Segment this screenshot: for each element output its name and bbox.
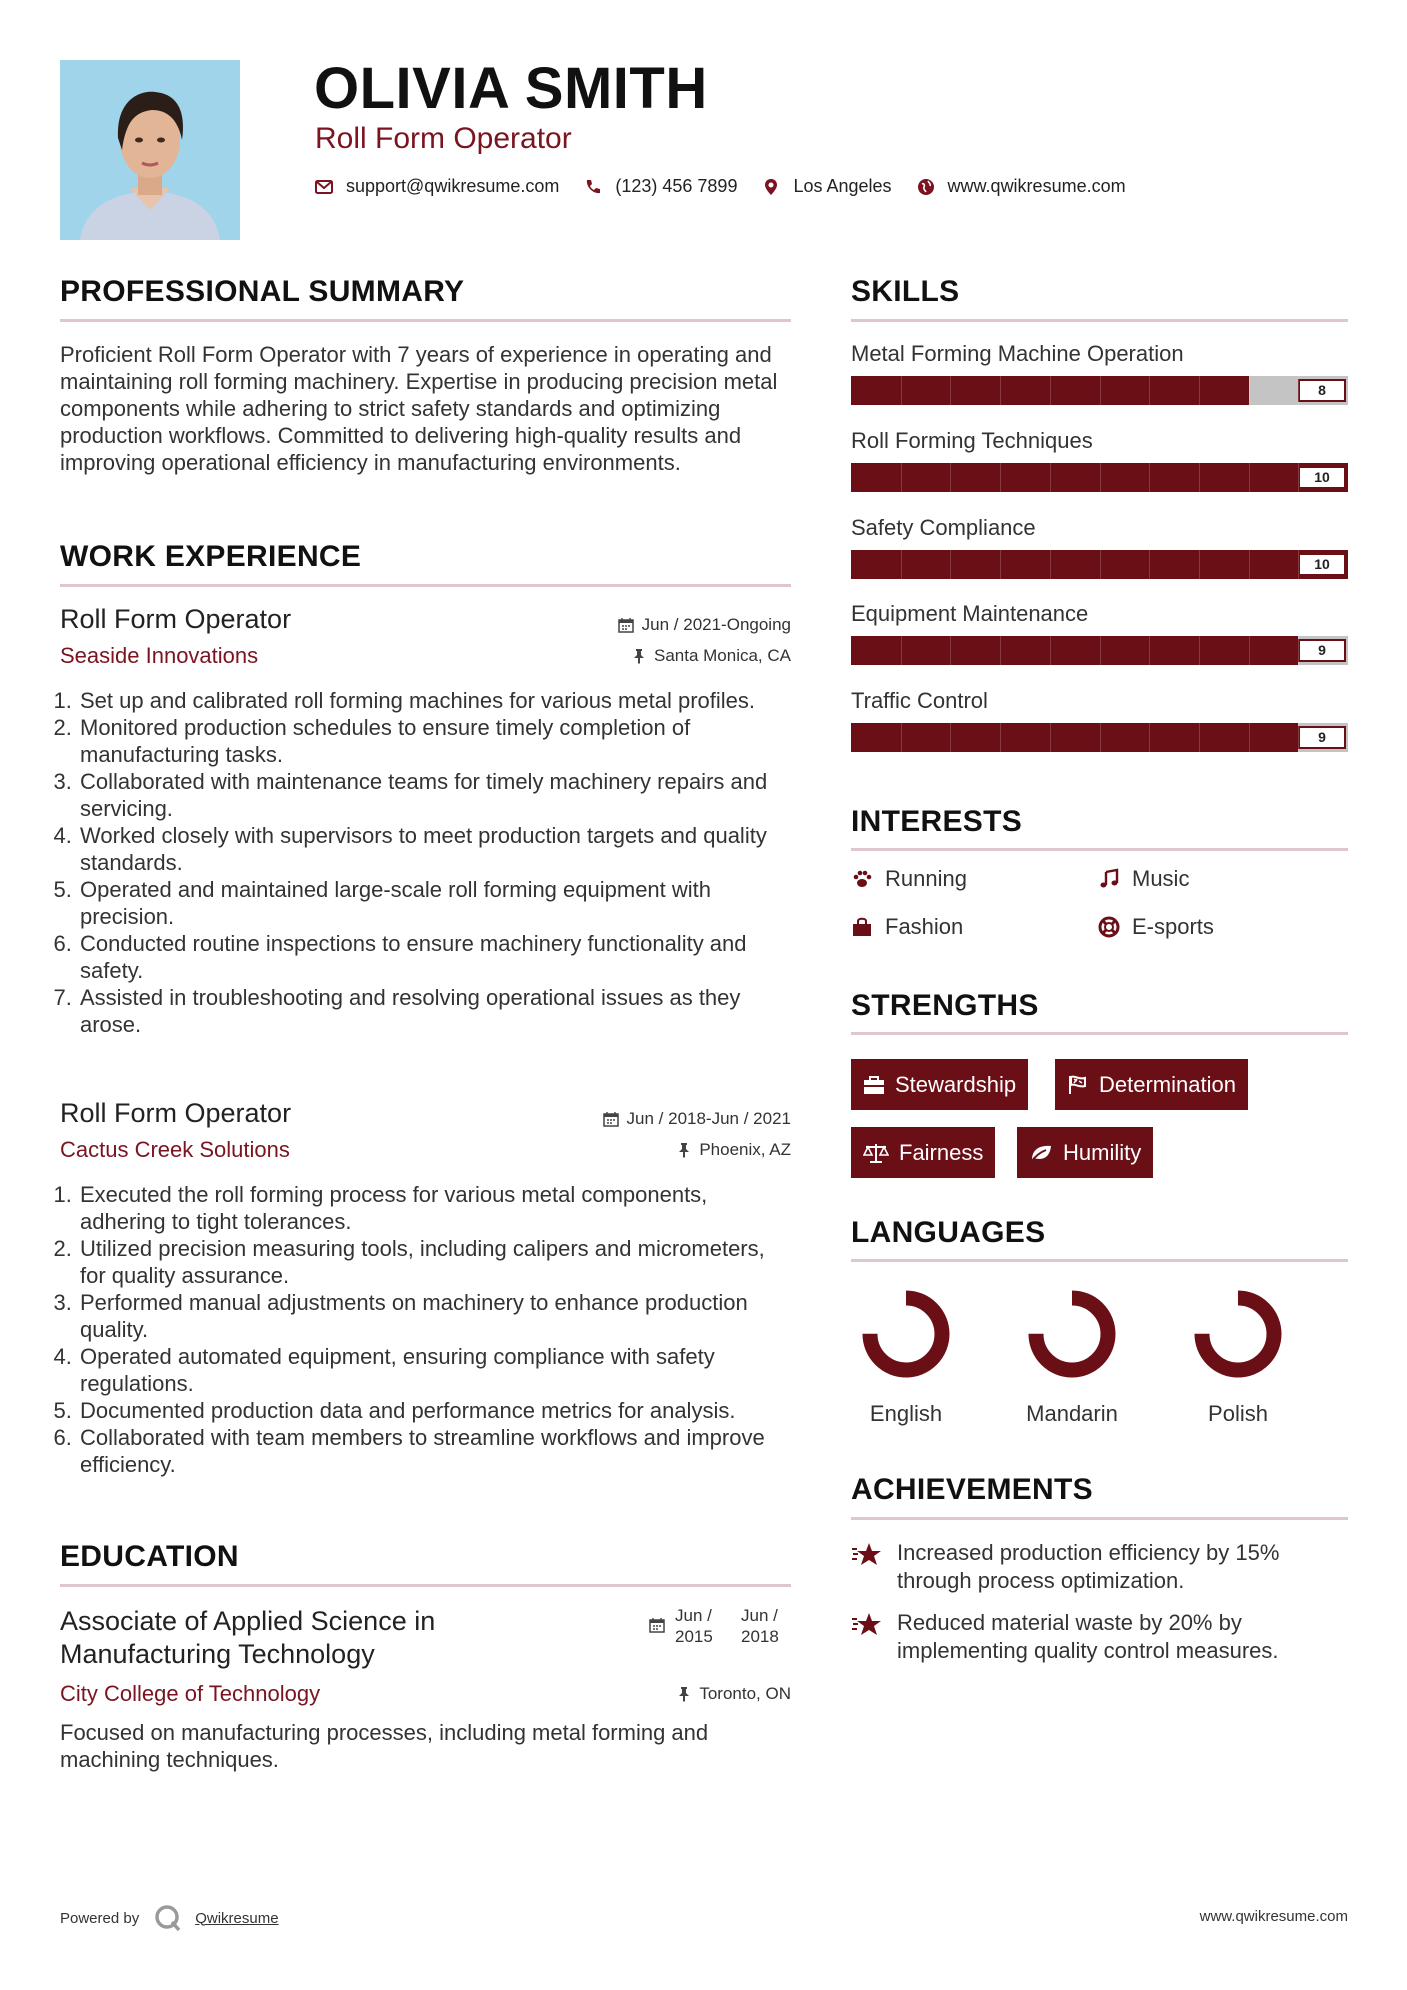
- skill-level: 10: [1298, 553, 1346, 576]
- achievement-text: Increased production efficiency by 15% through process optimization.: [897, 1540, 1280, 1593]
- education-description: Focused on manufacturing processes, including metal forming and machining techniques.: [60, 1720, 709, 1772]
- list-item: 1. Set up and calibrated roll forming machines for various metal profiles.: [78, 687, 791, 714]
- scale-icon: [863, 1142, 889, 1164]
- lifebuoy-icon: [1098, 916, 1120, 938]
- skill-bar: [851, 636, 1348, 665]
- skill-bar-tick: [901, 550, 902, 579]
- language-progress-arc: [870, 1298, 942, 1370]
- skill-bar-tick: [1298, 463, 1299, 492]
- candidate-title: Roll Form Operator: [315, 122, 572, 155]
- skill-name: Roll Forming Techniques: [851, 428, 1093, 453]
- skill-bar-tick: [901, 636, 902, 665]
- calendar-icon: [649, 1617, 665, 1633]
- skill-bar-fill: [851, 636, 1298, 665]
- summary-divider: [60, 319, 791, 322]
- skill-bar-tick: [1298, 636, 1299, 665]
- list-item: 3. Collaborated with maintenance teams for timely machinery repairs and servicing.: [78, 768, 791, 822]
- skill-bar-tick: [1199, 636, 1200, 665]
- skills-divider: [851, 319, 1348, 322]
- list-item: 2. Monitored production schedules to ensure timely completion of manufacturing tasks.: [78, 714, 791, 768]
- experience-heading: WORK EXPERIENCE: [60, 540, 362, 573]
- leaf-icon: [1029, 1143, 1053, 1163]
- calendar-icon: [603, 1111, 619, 1127]
- language-name: English: [869, 1401, 943, 1426]
- interest-item: [1098, 914, 1214, 940]
- strength-label: Humility: [1063, 1139, 1142, 1165]
- skill-bar-tick: [1050, 376, 1051, 405]
- skill-bar-tick: [1249, 550, 1250, 579]
- achievement-text: Reduced material waste by 20% by implementing quality control measures.: [897, 1610, 1279, 1663]
- interest-label: Fashion: [885, 914, 964, 939]
- skill-item: [851, 515, 1348, 601]
- strengths-heading: STRENGTHS: [851, 989, 1039, 1022]
- duties-list: [60, 1181, 791, 1478]
- languages-list: [851, 1286, 1348, 1427]
- contact-website[interactable]: www.qwikresume.com: [947, 176, 1126, 196]
- skill-bar-tick: [1149, 463, 1150, 492]
- languages-heading: LANGUAGES: [851, 1216, 1046, 1249]
- star-award-icon: [851, 1611, 883, 1639]
- skill-bar-tick: [1298, 376, 1299, 405]
- achievements-heading: ACHIEVEMENTS: [851, 1473, 1093, 1506]
- footer-website[interactable]: www.qwikresume.com: [1199, 1908, 1348, 1925]
- achievements-divider: [851, 1517, 1348, 1520]
- education-heading: EDUCATION: [60, 1540, 239, 1573]
- interests-heading: INTERESTS: [851, 805, 1023, 838]
- job-location-text: Phoenix, AZ: [699, 1140, 791, 1159]
- calendar-icon: [618, 617, 634, 633]
- skill-bar-tick: [1050, 463, 1051, 492]
- skill-bar-tick: [1149, 636, 1150, 665]
- globe-icon: [916, 177, 936, 197]
- skill-bar-tick: [1249, 636, 1250, 665]
- paw-icon: [851, 868, 873, 890]
- language-item: [1017, 1286, 1127, 1427]
- job-location-text: Santa Monica, CA: [653, 646, 791, 665]
- skill-bar-tick: [1100, 376, 1101, 405]
- job-entry-2: [60, 1098, 791, 1478]
- skill-bar-tick: [1000, 723, 1001, 752]
- skill-bar-tick: [901, 376, 902, 405]
- skill-level: 9: [1298, 639, 1346, 662]
- skill-name: Equipment Maintenance: [851, 601, 1089, 626]
- skill-item: [851, 428, 1348, 515]
- interest-label: Running: [885, 866, 967, 891]
- list-item: 2. Utilized precision measuring tools, including calipers and micrometers, for quality assurance.: [78, 1235, 791, 1289]
- skill-bar: [851, 463, 1348, 492]
- pin-icon: [677, 1686, 691, 1702]
- interests-divider: [851, 848, 1348, 851]
- star-award-icon: [851, 1541, 883, 1569]
- email-icon: [314, 177, 334, 197]
- skill-bar-tick: [1100, 550, 1101, 579]
- skill-bar-tick: [901, 723, 902, 752]
- powered-by-label: Powered by: [60, 1909, 140, 1927]
- summary-heading: PROFESSIONAL SUMMARY: [60, 275, 465, 308]
- language-item: [1183, 1286, 1293, 1427]
- strength-label: Fairness: [899, 1139, 984, 1165]
- skill-bar-tick: [1000, 550, 1001, 579]
- skill-name: Safety Compliance: [851, 515, 1036, 540]
- skill-level: 9: [1298, 726, 1346, 749]
- pin-icon: [632, 648, 646, 664]
- skills-heading: SKILLS: [851, 275, 960, 308]
- language-ring: [1183, 1286, 1293, 1382]
- phone-icon: [583, 177, 603, 197]
- brand-link[interactable]: Qwikresume: [195, 1909, 279, 1927]
- education-location: [677, 1684, 791, 1704]
- pin-icon: [677, 1142, 691, 1158]
- skill-bar-fill: [851, 723, 1298, 752]
- profile-photo: [60, 60, 240, 240]
- interest-item: [851, 914, 963, 940]
- education-dates: [649, 1605, 791, 1647]
- skill-bar-tick: [1298, 550, 1299, 579]
- experience-divider: [60, 584, 791, 587]
- skill-item: [851, 341, 1348, 428]
- skill-level: 8: [1298, 379, 1346, 402]
- language-progress-arc: [1036, 1298, 1108, 1370]
- skill-level: 10: [1298, 466, 1346, 489]
- skill-bar-tick: [1100, 636, 1101, 665]
- skill-bar-tick: [1100, 463, 1101, 492]
- job-location: [632, 646, 791, 666]
- skill-bar-tick: [1149, 376, 1150, 405]
- strengths-divider: [851, 1032, 1348, 1035]
- qwikresume-logo-icon: [153, 1903, 183, 1933]
- language-item: [851, 1286, 961, 1427]
- strength-label: Stewardship: [895, 1071, 1017, 1097]
- skill-bar-tick: [950, 636, 951, 665]
- skill-item: [851, 601, 1348, 688]
- language-name: Polish: [1208, 1401, 1268, 1426]
- list-item: 4. Operated automated equipment, ensuring compliance with safety regulations.: [78, 1343, 791, 1397]
- skill-bar-tick: [1050, 723, 1051, 752]
- job-location: [677, 1140, 791, 1160]
- job-title: Roll Form Operator: [60, 1098, 292, 1128]
- interest-item: [1098, 866, 1189, 892]
- education-divider: [60, 1584, 791, 1587]
- job-entry-1: [60, 604, 791, 1038]
- job-dates: [603, 1109, 791, 1129]
- contact-phone[interactable]: (123) 456 7899: [615, 176, 738, 196]
- skill-bar-tick: [1050, 550, 1051, 579]
- education-location-text: Toronto, ON: [699, 1684, 791, 1703]
- company-name: Cactus Creek Solutions: [60, 1137, 290, 1162]
- briefcase-icon: [863, 1075, 885, 1095]
- skill-bar-tick: [1199, 376, 1200, 405]
- languages-divider: [851, 1259, 1348, 1262]
- skill-bar-tick: [1000, 463, 1001, 492]
- company-name: Seaside Innovations: [60, 643, 259, 668]
- skill-bar-tick: [901, 463, 902, 492]
- duties-list: [60, 687, 791, 1038]
- job-dates-text: Jun / 2018-Jun / 2021: [626, 1109, 791, 1128]
- skill-bar-tick: [1249, 463, 1250, 492]
- strength-chip: [851, 1059, 1028, 1110]
- skill-bar-tick: [1249, 723, 1250, 752]
- education-end: Jun / 2018: [741, 1606, 779, 1646]
- skill-name: Metal Forming Machine Operation: [851, 341, 1184, 366]
- strength-chip: [851, 1127, 995, 1178]
- skill-bar: [851, 550, 1348, 579]
- skill-bar: [851, 723, 1348, 752]
- list-item: 4. Worked closely with supervisors to meet production targets and quality standards.: [78, 822, 791, 876]
- degree-title: Associate of Applied Science in Manufacturing Technology: [60, 1606, 436, 1669]
- footer-powered: [60, 1903, 279, 1933]
- skill-bar-tick: [1149, 550, 1150, 579]
- skill-bar-tick: [1298, 723, 1299, 752]
- music-icon: [1098, 868, 1120, 890]
- language-ring: [851, 1286, 961, 1382]
- education-start: Jun / 2015: [675, 1606, 713, 1646]
- contact-bar: [314, 176, 1150, 197]
- skill-bar-tick: [1249, 376, 1250, 405]
- contact-email[interactable]: support@qwikresume.com: [346, 176, 560, 196]
- contact-location: Los Angeles: [793, 176, 892, 196]
- achievement-item: [851, 1609, 1348, 1665]
- interest-item: [851, 866, 967, 892]
- skill-bar-tick: [1199, 550, 1200, 579]
- interest-label: E-sports: [1132, 914, 1214, 939]
- strength-chip: [1017, 1127, 1153, 1178]
- skill-item: [851, 688, 1348, 768]
- skill-name: Traffic Control: [851, 688, 988, 713]
- strength-label: Determination: [1099, 1071, 1236, 1097]
- language-ring: [1017, 1286, 1127, 1382]
- language-name: Mandarin: [1026, 1401, 1118, 1426]
- job-dates: [618, 615, 791, 635]
- list-item: 5. Documented production data and performance metrics for analysis.: [78, 1397, 791, 1424]
- achievement-item: [851, 1539, 1348, 1595]
- list-item: 3. Performed manual adjustments on machinery to enhance production quality.: [78, 1289, 791, 1343]
- list-item: 1. Executed the roll forming process for various metal components, adhering to tight tolerances.: [78, 1181, 791, 1235]
- skill-bar-tick: [1050, 636, 1051, 665]
- list-item: 6. Collaborated with team members to streamline workflows and improve efficiency.: [78, 1424, 791, 1478]
- skill-bar-tick: [1149, 723, 1150, 752]
- skill-bar-tick: [950, 376, 951, 405]
- skill-bar-tick: [1000, 376, 1001, 405]
- education-entry: [60, 1605, 791, 1773]
- summary-text: Proficient Roll Form Operator with 7 years of experience in operating and maintaining roll forming machinery. Expertise in producing precision metal components while adhering to strict safety standards and optimizing production workflows. Committed to delivering high-quality results and improving operational efficiency in manufacturing environments.: [60, 342, 778, 475]
- language-progress-arc: [1202, 1298, 1274, 1370]
- skill-bar-tick: [1199, 723, 1200, 752]
- job-dates-text: Jun / 2021-Ongoing: [641, 615, 791, 634]
- strength-chip: [1055, 1059, 1248, 1110]
- list-item: 7. Assisted in troubleshooting and resolving operational issues as they arose.: [78, 984, 791, 1038]
- interest-label: Music: [1132, 866, 1190, 891]
- skill-bar-tick: [950, 463, 951, 492]
- school-name: City College of Technology: [60, 1681, 321, 1706]
- skill-bar-tick: [1199, 463, 1200, 492]
- skill-bar-tick: [950, 550, 951, 579]
- skills-list: [851, 341, 1348, 768]
- shopping-bag-icon: [851, 916, 873, 938]
- map-marker-icon: [761, 177, 781, 197]
- list-item: 5. Operated and maintained large-scale roll forming equipment with precision.: [78, 876, 791, 930]
- candidate-name: OLIVIA SMITH: [314, 56, 708, 121]
- flag-icon: [1067, 1075, 1089, 1095]
- list-item: 6. Conducted routine inspections to ensure machinery functionality and safety.: [78, 930, 791, 984]
- skill-bar-tick: [1000, 636, 1001, 665]
- skill-bar-tick: [1100, 723, 1101, 752]
- skill-bar-tick: [950, 723, 951, 752]
- job-title: Roll Form Operator: [60, 604, 292, 634]
- skill-bar: [851, 376, 1348, 405]
